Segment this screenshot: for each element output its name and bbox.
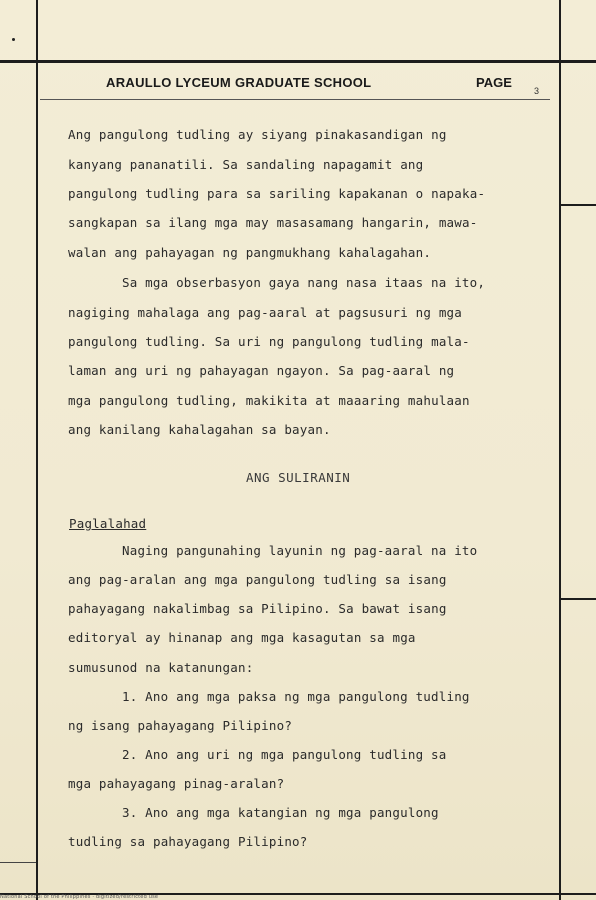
subheading: Paglalahad: [69, 516, 147, 531]
question-continuation: mga pahayagang pinag-aralan?: [68, 776, 285, 791]
text-line: nagiging mahalaga ang pag-aaral at pagsusuri ng mga: [68, 305, 463, 320]
text-line: walan ang pahayagan ng pangmukhang kahalagahan.: [68, 245, 432, 260]
text-line: pangulong tudling para sa sariling kapakanan o napaka-: [68, 186, 486, 201]
text-line: sumusunod na katanungan:: [68, 660, 254, 675]
question-item: 3. Ano ang mga katangian ng mga pangulong: [122, 805, 439, 820]
text-line: pahayagang nakalimbag sa Pilipino. Sa bawat isang: [68, 601, 447, 616]
text-line: Sa mga obserbasyon gaya nang nasa itaas na ito,: [122, 275, 486, 290]
text-line: ang pag-aralan ang mga pangulong tudling sa isang: [68, 572, 447, 587]
institution-title: ARAULLO LYCEUM GRADUATE SCHOOL: [106, 75, 372, 90]
text-line: sangkapan sa ilang mga may masasamang hangarin, mawa-: [68, 215, 478, 230]
question-item: 2. Ano ang uri ng mga pangulong tudling sa: [122, 747, 447, 762]
text-line: pangulong tudling. Sa uri ng pangulong tudling mala-: [68, 334, 470, 349]
text-line: Ang pangulong tudling ay siyang pinakasandigan ng: [68, 127, 447, 142]
text-line: mga pangulong tudling, makikita at maaaring mahulaan: [68, 393, 470, 408]
section-heading: ANG SULIRANIN: [246, 470, 351, 485]
question-continuation: ng isang pahayagang Pilipino?: [68, 718, 293, 733]
text-line: kanyang pananatili. Sa sandaling napagamit ang: [68, 157, 424, 172]
text-line: ang kanilang kahalagahan sa bayan.: [68, 422, 331, 437]
page-label: PAGE: [476, 75, 512, 90]
text-line: laman ang uri ng pahayagan ngayon. Sa pag-aaral ng: [68, 363, 455, 378]
scan-footer: National School of the Philippines · digitized/restricted use: [0, 894, 159, 900]
text-line: editoryal ay hinanap ang mga kasagutan sa mga: [68, 630, 416, 645]
page-number: 3: [534, 86, 540, 96]
question-item: 1. Ano ang mga paksa ng mga pangulong tudling: [122, 689, 470, 704]
text-line: Naging pangunahing layunin ng pag-aaral na ito: [122, 543, 478, 558]
question-continuation: tudling sa pahayagang Pilipino?: [68, 834, 308, 849]
